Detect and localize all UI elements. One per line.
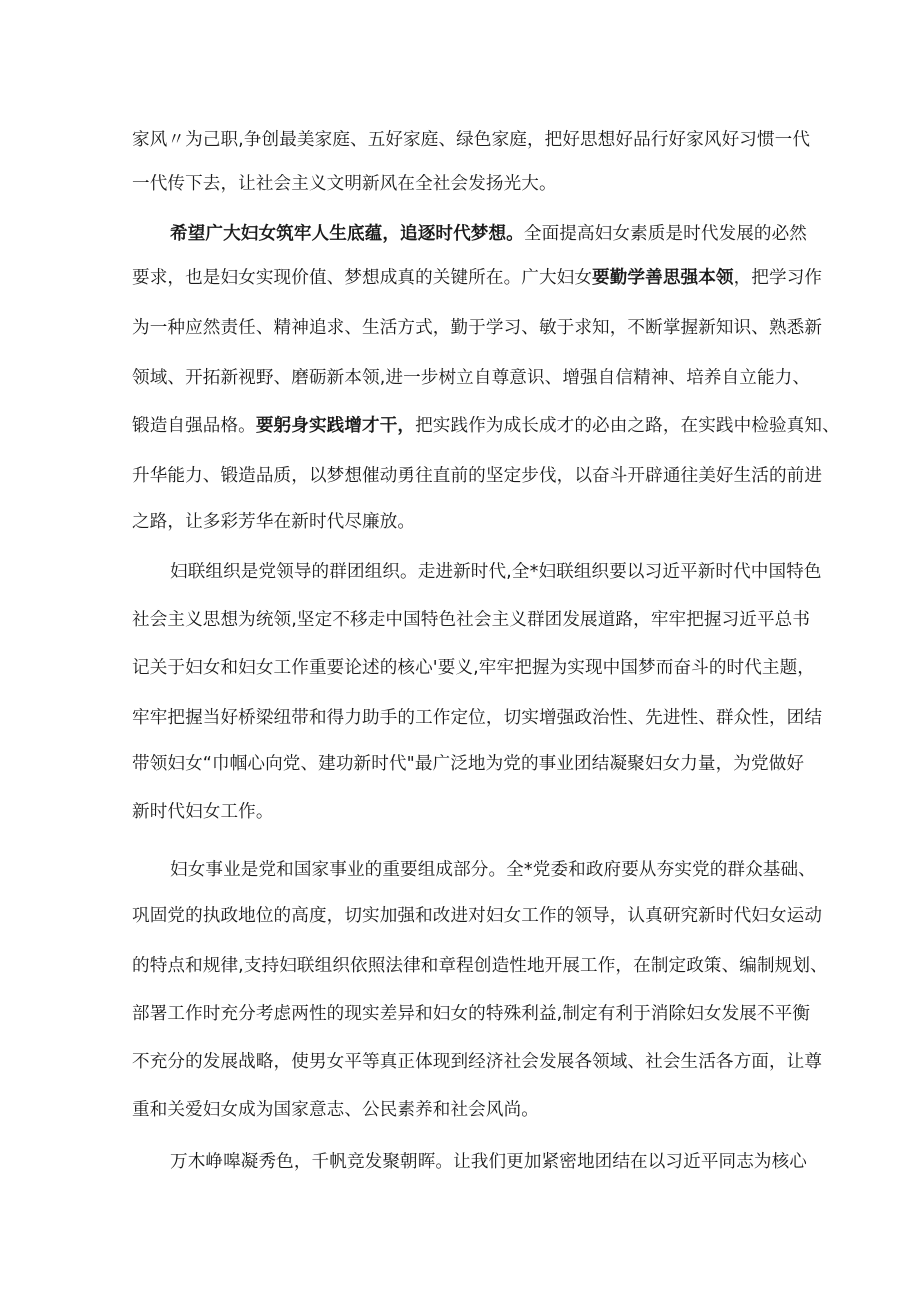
paragraph-line: 为一种应然责任、精神追求、生活方式，勤于学习、敏于求知，不断掌握新知识、熟悉新 — [132, 318, 823, 338]
paragraph-line: 妇女事业是党和国家事业的重要组成部分。全*党委和政府要从夯实党的群众基础、 — [170, 860, 816, 880]
paragraph-line: 之路，让多彩芳华在新时代尽廉放。 — [132, 512, 416, 532]
paragraph-line: 巩固党的执政地位的高度，切实加强和改进对妇女工作的领导，认真研究新时代妇女运动 — [132, 906, 823, 926]
paragraph-line: 升华能力、锻造品质，以梦想催动勇往直前的坚定步伐，以奋斗开辟通往美好生活的前进 — [132, 466, 823, 486]
paragraph-line: 领域、开拓新视野、磨砺新本领,进一步树立自尊意识、增强自信精神、培养自立能力、 — [132, 368, 811, 388]
paragraph-line: 的特点和规律,支持妇联组织依照法律和章程创造性地开展工作，在制定政策、编制规划、 — [132, 956, 828, 976]
paragraph-line: 希望广大妇女筑牢人生底蕴，追逐时代梦想。全面提高妇女素质是时代发展的必然 — [170, 224, 807, 244]
paragraph-line: 万木峥嗥凝秀色，千帆竞发聚朝晖。让我们更加紧密地团结在以习近平同志为核心 — [170, 1152, 807, 1172]
paragraph-line: 妇联组织是党领导的群团组织。走进新时代,全*妇联组织要以习近平新时代中国特色 — [170, 562, 822, 582]
paragraph-line: 重和关爱妇女成为国家意志、公民素养和社会风尚。 — [132, 1100, 539, 1120]
paragraph-line: 部署工作时充分考虑两性的现实差异和妇女的特殊利益,制定有利于消除妇女发展不平衡 — [132, 1004, 811, 1024]
paragraph-line: 要求，也是妇女实现价值、梦想成真的关键所在。广大妇女要勤学善思强本领，把学习作 — [132, 268, 823, 288]
bold-phrase: 要躬身实践增才干， — [255, 416, 416, 436]
paragraph-line: 家风〃为己职,争创最美家庭、五好家庭、绿色家庭，把好思想好品行好家风好习惯一代 — [132, 130, 811, 150]
paragraph-line: 记关于妇女和妇女工作重要论述的核心'要义,牢牢把握为实现中国梦而奋斗的时代主题， — [132, 658, 815, 678]
paragraph-line: 社会主义思想为统领,坚定不移走中国特色社会主义群团发展道路，牢牢把握习近平总书 — [132, 610, 811, 630]
bold-phrase: 要勤学善思强本领 — [592, 268, 734, 288]
paragraph-line: 带领妇女“巾帼心向党、建功新时代"最广泛地为党的事业团结凝聚妇女力量，为党做好 — [132, 754, 805, 774]
bold-heading: 希望广大妇女筑牢人生底蕴，追逐时代梦想。 — [170, 224, 524, 244]
paragraph-line: 锻造自强品格。要躬身实践增才干，把实践作为成长成才的必由之路，在实践中检验真知、 — [132, 416, 840, 436]
paragraph-line: 不充分的发展战略，使男女平等真正体现到经济社会发展各领域、社会生活各方面，让尊 — [132, 1052, 823, 1072]
paragraph-line: 一代传下去，让社会主义文明新风在全社会发扬光大。 — [132, 174, 557, 194]
paragraph-line: 牢牢把握当好桥梁纽带和得力助手的工作定位，切实增强政治性、先进性、群众性，团结 — [132, 708, 823, 728]
paragraph-line: 新时代妇女工作。 — [132, 802, 274, 822]
